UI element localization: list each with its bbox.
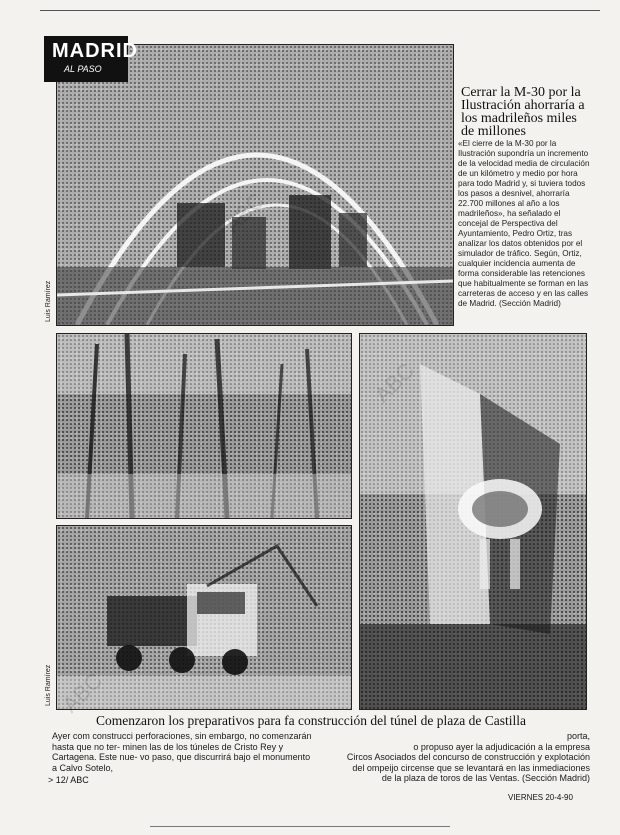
photo-calvo-sotelo-monument: [359, 333, 587, 710]
top-rule: [40, 10, 600, 11]
photo-m30-arches: [56, 44, 454, 326]
photo-trees-clearing: [56, 333, 352, 519]
article-headline: Comenzaron los preparativos para fa construcción del túnel de plaza de Castilla: [96, 713, 526, 728]
logo-subtitle: AL PASO: [64, 64, 102, 74]
article-left-column: Ayer com construcci perforaciones, sin embargo, no comenzarán hasta que no ter- minen las de los túneles de Cristo Rey y Cartagena. Este nue- vo paso, que discurrirá bajo el monumento a Calvo Sotelo,: [52, 731, 312, 773]
bottom-rule: [150, 826, 450, 827]
right-column-line: porta,: [566, 731, 590, 741]
photo-credit-2: Luis Ramírez: [45, 664, 52, 706]
right-column-line: o propuso ayer la adjudicación a la empresa: [413, 741, 590, 752]
page-date: VIERNES 20-4-90: [508, 793, 573, 802]
photo-truck-works: [56, 525, 352, 710]
page-number: > 12/ ABC: [48, 775, 89, 785]
right-column-line: del ompeijo circense que se levantará en las inmediaciones: [352, 762, 590, 773]
sidebar-body: «El cierre de la M-30 por la Ilustración supondría un incremento de la velocidad media de circulación de un kilómetro y medio por hora para todo Madrid y, si tuviera todos los pasos a desnivel, ahorraría 22.700 millones al año a los madrileños», ha señalado el concejal de Perspectiva del Ayuntamiento, Pedro Ortiz, tras analizar los datos obtenidos por el simulador de tráfico. Según, Ortiz, cualquier incidencia aumenta de forma considerable las retenciones que habitualmente se forman en las carreteras de acceso y en las calles de Madrid. (Sección Madrid): [458, 139, 590, 308]
sidebar-headline: Cerrar la M-30 por la Ilustración ahorraría a los madrileños miles de millones: [461, 85, 585, 139]
madrid-al-paso-logo: [44, 36, 138, 82]
right-column-line: Circos Asociados del concurso de construcción y explotación: [346, 752, 590, 762]
right-column-line: de la plaza de toros de las Ventas. (Sección Madrid): [381, 773, 590, 783]
photo-credit-1: Luis Ramírez: [45, 280, 52, 322]
article-right-column: [322, 731, 590, 784]
logo-title: MADRID: [52, 40, 138, 62]
